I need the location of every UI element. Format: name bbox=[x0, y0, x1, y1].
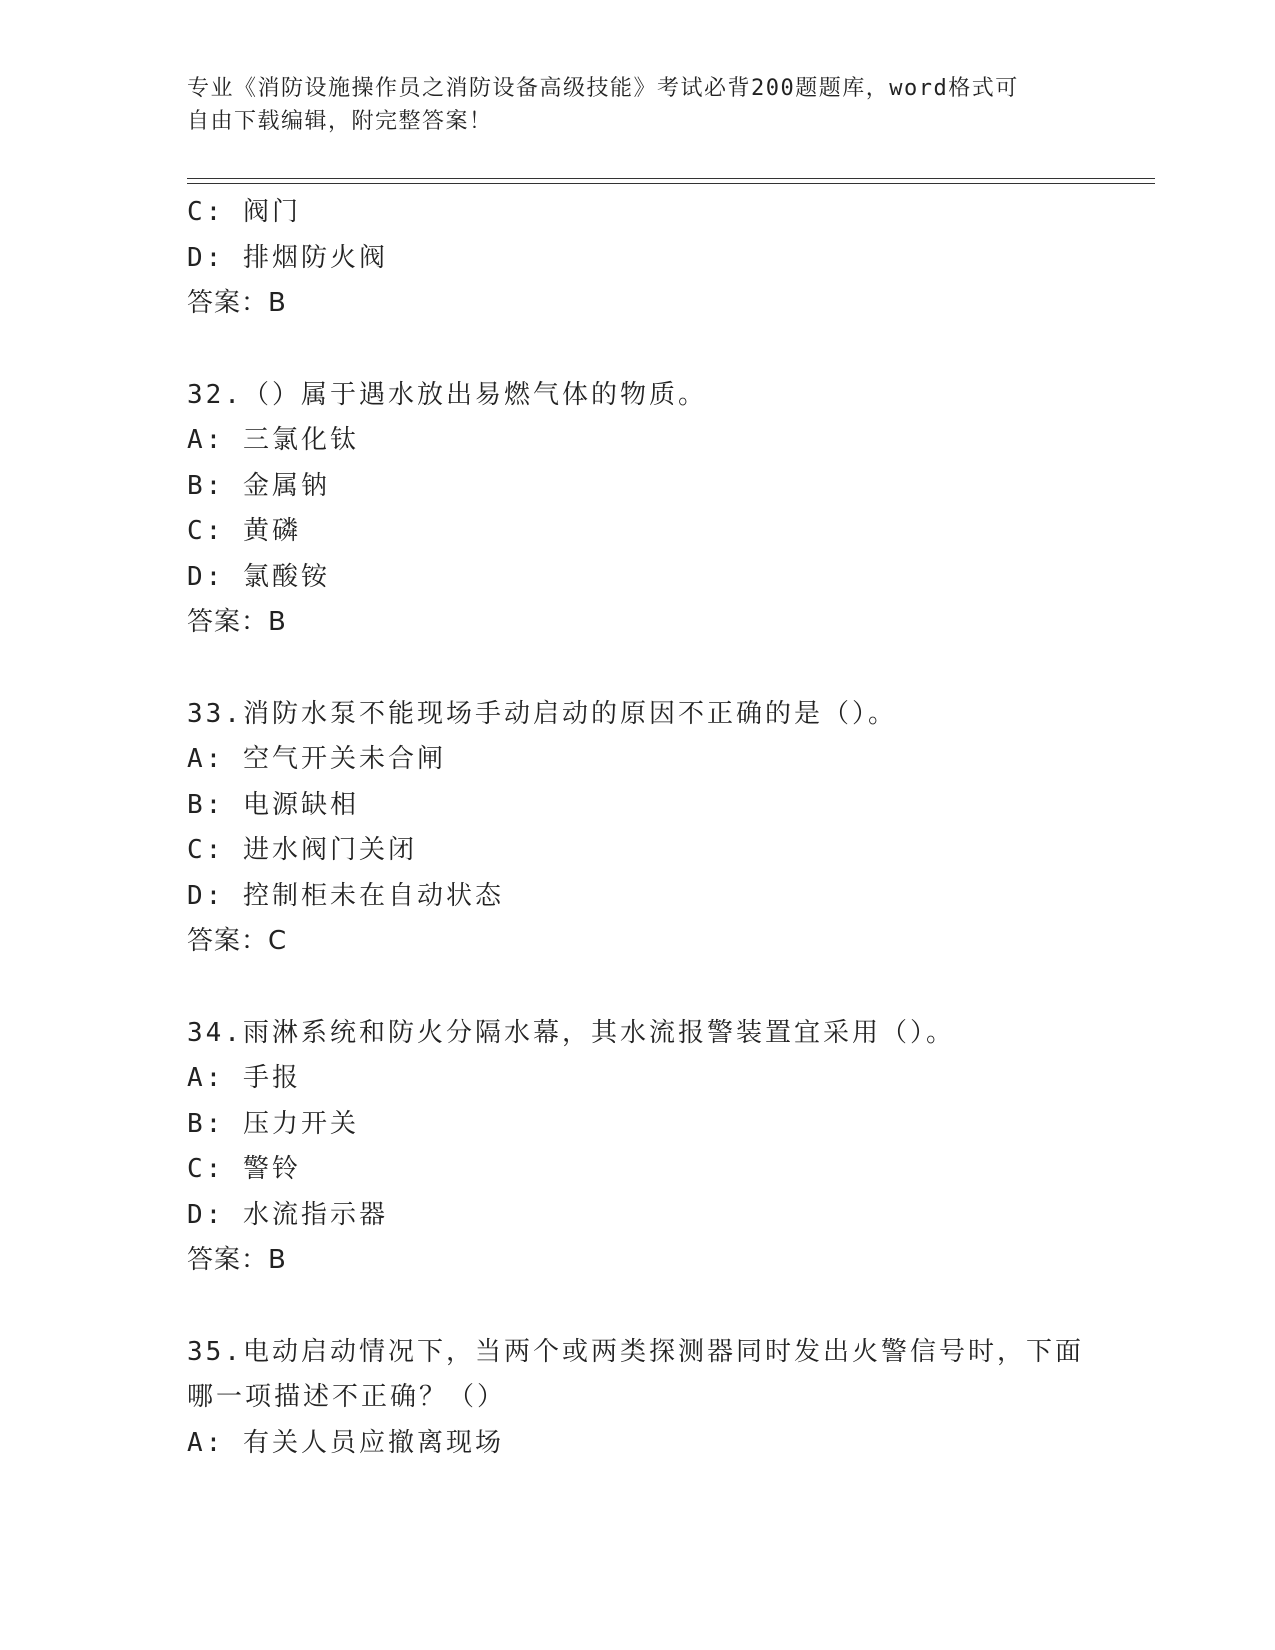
header-line-2: 自由下载编辑，附完整答案！ bbox=[187, 109, 493, 134]
question-text-line-1: 35.电动启动情况下，当两个或两类探测器同时发出火警信号时，下面 bbox=[187, 1336, 1084, 1367]
question-34 bbox=[187, 1011, 1087, 1284]
header-divider-bottom bbox=[187, 183, 1155, 184]
question-35 bbox=[187, 1330, 1087, 1467]
answer: 答案：B bbox=[187, 288, 287, 318]
question-33 bbox=[187, 692, 1087, 965]
question-32 bbox=[187, 373, 1087, 646]
question-list bbox=[187, 190, 1087, 1466]
option-a: A: 三氯化钛 bbox=[187, 425, 359, 455]
option-d: D: 控制柜未在自动状态 bbox=[187, 880, 504, 911]
option-d: D: 水流指示器 bbox=[187, 1199, 388, 1230]
question-text: 32.（）属于遇水放出易燃气体的物质。 bbox=[187, 379, 707, 410]
option-a: A: 空气开关未合闸 bbox=[187, 744, 446, 774]
header-divider-top bbox=[187, 178, 1155, 179]
option-c: C: 黄磷 bbox=[187, 516, 301, 546]
answer: 答案：C bbox=[187, 926, 288, 956]
option-a: A: 有关人员应撤离现场 bbox=[187, 1427, 504, 1458]
option-a: A: 手报 bbox=[187, 1063, 301, 1093]
option-b: B: 电源缺相 bbox=[187, 789, 359, 820]
option-c: C: 警铃 bbox=[187, 1154, 301, 1184]
option-d: D: 氯酸铵 bbox=[187, 561, 330, 592]
answer: 答案：B bbox=[187, 1245, 287, 1275]
header-line-1: 专业《消防设施操作员之消防设备高级技能》考试必背200题题库，word格式可 bbox=[187, 76, 1019, 101]
question-text: 33.消防水泵不能现场手动启动的原因不正确的是（）。 bbox=[187, 698, 897, 729]
option-b: B: 压力开关 bbox=[187, 1108, 359, 1139]
option-d: D: 排烟防火阀 bbox=[187, 242, 388, 273]
option-c: C: 阀门 bbox=[187, 197, 301, 227]
question-text: 34.雨淋系统和防火分隔水幕，其水流报警装置宜采用（）。 bbox=[187, 1017, 955, 1048]
document-header bbox=[187, 72, 1067, 138]
option-b: B: 金属钠 bbox=[187, 470, 330, 501]
question-31-tail bbox=[187, 190, 1087, 327]
answer: 答案：B bbox=[187, 607, 287, 637]
question-text-line-2: 哪一项描述不正确？（） bbox=[187, 1382, 507, 1412]
option-c: C: 进水阀门关闭 bbox=[187, 835, 417, 865]
